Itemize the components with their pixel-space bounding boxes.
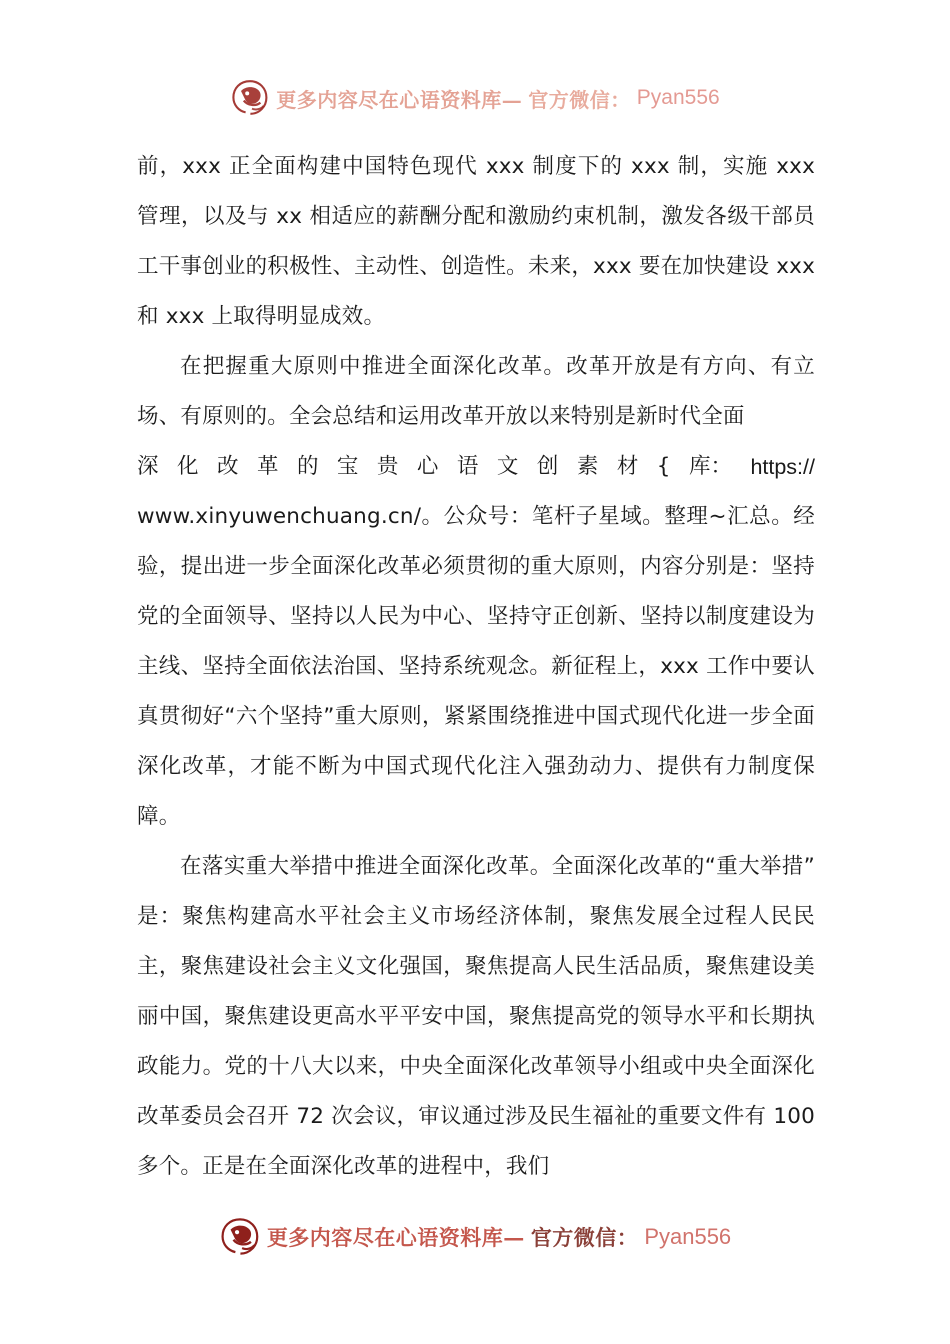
stretched-char-7: 心 — [416, 454, 439, 479]
stretched-char-1: 化 — [176, 454, 199, 479]
stretched-char-11: 素 — [576, 454, 599, 479]
stretched-char-8: 语 — [456, 454, 479, 479]
watermark-top-text-wechat-id: Pyan556 — [636, 86, 720, 109]
stretched-char-3: 革 — [256, 454, 279, 479]
paragraph-major-principles-tail: www.xinyuwenchuang.cn/。公众号：笔杆子星域。整理~汇总。经验，提出进一步全面深化改革必须贯彻的重大原则，内容分别是：坚持党的全面领导、坚持以人民为中心、坚持守正创新、坚持以制度建设为主线、坚持全面依法治国、坚持系统观念。新征程上，xxx 工作中要认真贯彻好“六个坚持”重大原则，紧紧围绕推进中国式现代化进一步全面深化改革，才能不断为中国式现代化注入强劲动力、提供有力制度保障。 — [137, 504, 815, 829]
stretched-char-12: 材 — [616, 454, 639, 479]
stretched-url-fragment: https:// — [750, 455, 815, 479]
swirl-fish-logo-icon — [219, 1216, 261, 1258]
paragraph-major-principles-head: 在把握重大原则中推进全面深化改革。改革开放是有方向、有立场、有原则的。全会总结和运用改革开放以来特别是新时代全面 — [137, 354, 815, 429]
watermark-bottom-text-wechat-label: 官方微信： — [530, 1225, 639, 1250]
stretched-char-4: 的 — [296, 454, 319, 479]
stretched-char-9: 文 — [496, 454, 519, 479]
stretched-char-13: { — [656, 454, 671, 479]
paragraph-stretched-line — [137, 442, 815, 492]
watermark-top — [0, 78, 950, 118]
stretched-char-14: 库： — [688, 454, 732, 479]
stretched-char-10: 创 — [536, 454, 559, 479]
watermark-top-text-main: 更多内容尽在心语资料库— — [276, 87, 523, 112]
stretched-char-2: 改 — [216, 454, 239, 479]
stretched-char-6: 贵 — [376, 454, 399, 479]
watermark-bottom — [0, 1216, 950, 1258]
watermark-bottom-text-wechat-id: Pyan556 — [644, 1224, 732, 1249]
paragraph-continuation: 前，xxx 正全面构建中国特色现代 xxx 制度下的 xxx 制，实施 xxx 管理，以及与 xx 相适应的薪酬分配和激励约束机制，激发各级干部员工干事创业的积极性、主动性、创造性。未来，xxx 要在加快建设 xxx 和 xxx 上取得明显成效。 — [137, 154, 815, 329]
watermark-bottom-text-main: 更多内容尽在心语资料库— — [266, 1225, 525, 1250]
document-body — [137, 142, 815, 1192]
stretched-char-0: 深 — [137, 454, 159, 479]
paragraph-major-measures: 在落实重大举措中推进全面深化改革。全面深化改革的“重大举措”是：聚焦构建高水平社会主义市场经济体制，聚焦发展全过程人民民主，聚焦建设社会主义文化强国，聚焦提高人民生活品质，聚焦建设美丽中国，聚焦建设更高水平平安中国，聚焦提高党的领导水平和长期执政能力。党的十八大以来，中央全面深化改革领导小组或中央全面深化改革委员会召开 72 次会议，审议通过涉及民生福祉的重要文件有 100 多个。正是在全面深化改革的进程中，我们 — [137, 854, 815, 1179]
stretched-char-5: 宝 — [336, 454, 359, 479]
watermark-top-text-wechat-label: 官方微信： — [528, 87, 631, 112]
swirl-fish-logo-icon — [230, 78, 270, 118]
